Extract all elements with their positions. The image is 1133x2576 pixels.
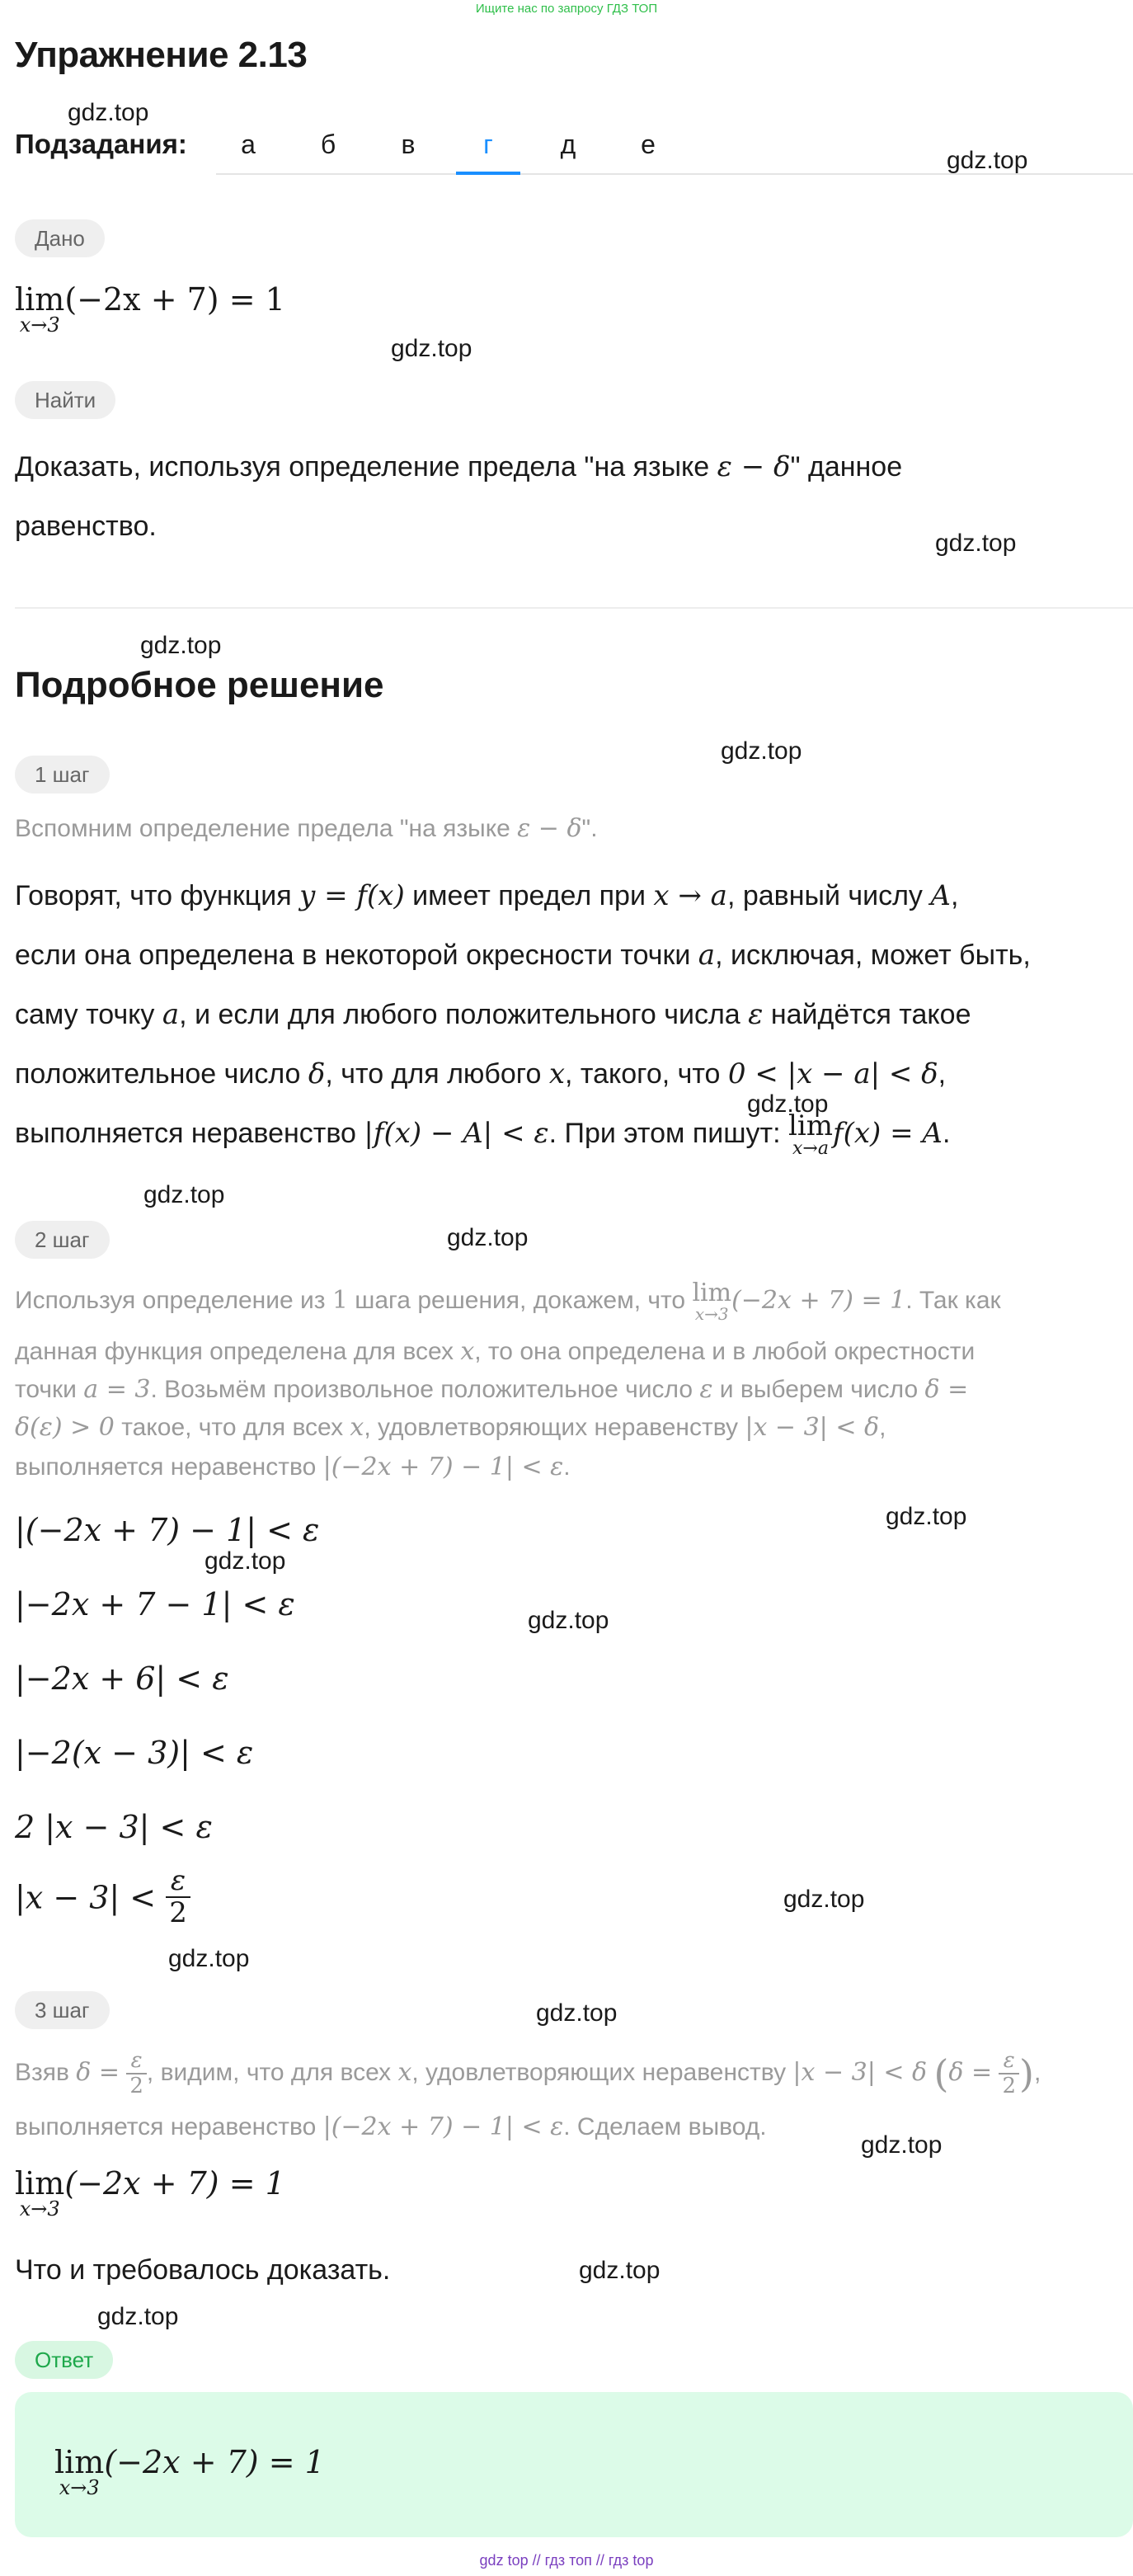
tab-b[interactable]: б xyxy=(320,130,336,159)
watermark: gdz.top xyxy=(143,1181,225,1208)
step3-result: lim x→3 (−2x + 7) = 1 xyxy=(15,2165,285,2220)
watermark: gdz.top xyxy=(886,1503,967,1530)
step2-para-line3: точки a = 3. Возьмём произвольное положительное число ε и выберем число δ = xyxy=(15,1375,969,1404)
solution-title: Подробное решение xyxy=(15,665,384,705)
tab-v[interactable]: в xyxy=(401,130,416,159)
watermark: gdz.top xyxy=(579,2257,661,2284)
lim-subscript: x→3 xyxy=(19,313,60,337)
step3-para-line2: выполняется неравенство |(−2x + 7) − 1| < ε. Сделаем вывод. xyxy=(15,2112,767,2141)
subtasks-label: Подзадания: xyxy=(15,129,187,159)
given-formula xyxy=(15,281,285,337)
step1-line3: саму точку a, и если для любого положительного числа ε найдётся такое xyxy=(15,998,971,1031)
step2-eq6: |x − 3| < $\frac{\varepsilon}{2}$ xyxy=(15,1866,190,1929)
watermark: gdz.top xyxy=(536,1999,618,2027)
find-pill: Найти xyxy=(15,381,115,419)
step1-line1: Говорят, что функция y = f(x) имеет предел при x → a, равный числу A, xyxy=(15,879,959,912)
watermark: gdz.top xyxy=(947,147,1028,174)
step1-pill: 1 шаг xyxy=(15,756,110,794)
step2-eq4: |−2(x − 3)| < ε xyxy=(15,1735,254,1771)
watermark: gdz.top xyxy=(168,1945,250,1972)
watermark: gdz.top xyxy=(861,2131,943,2159)
watermark: gdz.top xyxy=(783,1886,865,1913)
watermark: gdz.top xyxy=(747,1090,829,1118)
watermark: gdz.top xyxy=(97,2303,179,2330)
watermark: gdz.top xyxy=(935,530,1017,557)
step3-pill: 3 шаг xyxy=(15,1991,110,2029)
watermark: gdz.top xyxy=(721,737,802,765)
answer-formula: lim x→3 (−2x + 7) = 1 xyxy=(54,2444,325,2499)
step2-para-line2: данная функция определена для всех x, то она определена и в любой окрестности xyxy=(15,1337,976,1366)
footer-links[interactable]: gdz top // гдз топ // гдз top xyxy=(479,2552,654,2569)
tab-d[interactable]: д xyxy=(560,130,576,159)
tab-g[interactable]: г xyxy=(456,124,520,175)
watermark: gdz.top xyxy=(140,632,222,659)
search-banner: Ищите нас по запросу ГДЗ ТОП xyxy=(475,2,658,16)
step1-line2: если она определена в некоторой окресности точки a, исключая, может быть, xyxy=(15,939,1031,972)
step3-para-line1: Взяв δ = $\frac{\varepsilon}{2}$ , видим, что для всех x, удовлетворяющих неравенству |x − 3| < δ (δ = $\frac{\varepsilon}{2}$ ), xyxy=(15,2048,1041,2099)
lim-word: lim xyxy=(15,281,65,318)
watermark: gdz.top xyxy=(68,99,149,126)
divider xyxy=(15,607,1133,609)
given-expression: (−2x + 7) = 1 xyxy=(64,281,285,318)
find-text-line2: равенство. xyxy=(15,511,157,542)
step2-eq3: |−2x + 6| < ε xyxy=(15,1660,229,1697)
step2-para-line1: Используя определение из 1 шага решения, докажем, что lim x→3 (−2x + 7) = 1. Так как xyxy=(15,1279,1001,1325)
step2-eq5: 2 |x − 3| < ε xyxy=(15,1809,213,1845)
step2-eq1: |(−2x + 7) − 1| < ε xyxy=(15,1512,320,1548)
step1-line5: выполняется неравенство |f(x) − A| < ε. При этом пишут: lim x→a f(x) = A. xyxy=(15,1109,951,1160)
given-pill: Дано xyxy=(15,219,105,257)
step2-para-line4: δ(ε) > 0 такое, что для всех x, удовлетворяющих неравенству |x − 3| < δ, xyxy=(15,1413,886,1442)
answer-pill: Ответ xyxy=(15,2341,113,2379)
watermark: gdz.top xyxy=(391,335,472,362)
find-text-line1: Доказать, используя определение предела "на языке ε − δ" данное xyxy=(15,450,903,483)
watermark: gdz.top xyxy=(205,1547,286,1575)
tab-a[interactable]: а xyxy=(241,130,256,159)
page-title: Упражнение 2.13 xyxy=(15,35,308,75)
tab-e[interactable]: е xyxy=(641,130,656,159)
step2-pill: 2 шаг xyxy=(15,1221,110,1259)
watermark: gdz.top xyxy=(528,1607,609,1634)
step2-eq2: |−2x + 7 − 1| < ε xyxy=(15,1586,295,1622)
step1-intro: Вспомним определение предела "на языке ε − δ". xyxy=(15,814,598,843)
step3-conclusion: Что и требовалось доказать. xyxy=(15,2254,391,2286)
step2-para-line5: выполняется неравенство |(−2x + 7) − 1| < ε. xyxy=(15,1453,571,1481)
watermark: gdz.top xyxy=(447,1224,529,1251)
step1-line4: положительное число δ, что для любого x, такого, что 0 < |x − a| < δ, xyxy=(15,1057,947,1090)
